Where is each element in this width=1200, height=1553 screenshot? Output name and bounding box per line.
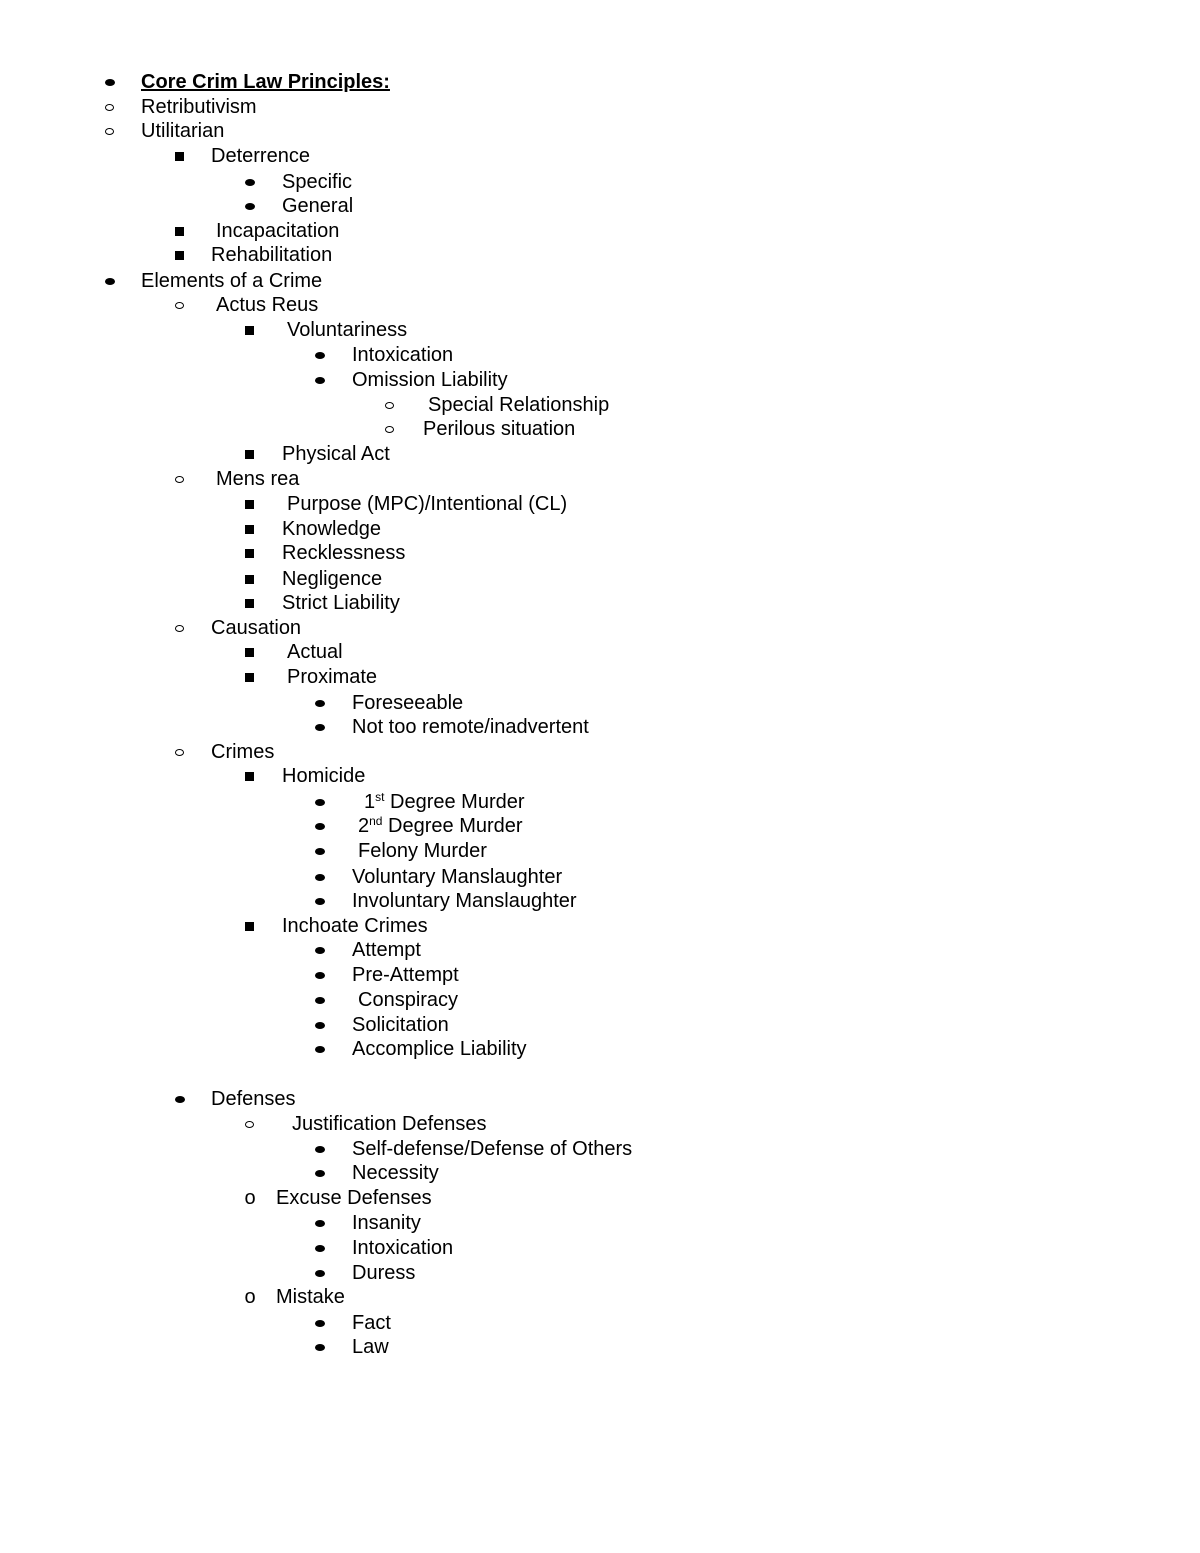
outline-item (0, 541, 1200, 566)
outline-item-text: Homicide (282, 765, 366, 787)
bullet-dot-icon (310, 1335, 330, 1360)
bullet-square-icon (240, 640, 260, 665)
outline-item-text: Not too remote/inadvertent (352, 716, 589, 738)
bullet-square-icon (240, 318, 260, 343)
bullet-dot-icon (310, 889, 330, 914)
outline-item-text: Excuse Defenses (276, 1187, 432, 1209)
bullet-square-icon (170, 243, 190, 268)
outline-item-text: Necessity (352, 1162, 439, 1184)
outline-item (0, 889, 1200, 914)
outline-item-text: Fact (352, 1312, 391, 1334)
outline-item-text: Intoxication (352, 344, 454, 366)
outline-item (0, 914, 1200, 939)
bullet-circle-icon (170, 293, 190, 318)
outline-item (0, 1236, 1200, 1261)
outline-item (0, 144, 1200, 169)
outline-item-text: Felony Murder (358, 840, 487, 862)
outline-item-text: Elements of a Crime (141, 270, 323, 292)
outline-item-text: General (282, 195, 354, 217)
outline-item (0, 1013, 1200, 1038)
bullet-circle-icon (100, 95, 120, 120)
outline-item (0, 790, 1200, 815)
outline-item (0, 467, 1200, 492)
outline-item-text: Justification Defenses (292, 1113, 487, 1135)
bullet-dot-icon (170, 1087, 190, 1112)
outline-item-text (358, 814, 523, 839)
outline-item (0, 343, 1200, 368)
outline-item-text: Proximate (287, 666, 378, 688)
outline-item-text: Voluntariness (287, 319, 408, 341)
bullet-dot-icon (240, 194, 260, 219)
bullet-square-icon (240, 442, 260, 467)
bullet-circle-icon (170, 467, 190, 492)
bullet-dot-icon (310, 839, 330, 864)
outline-item (0, 417, 1200, 442)
outline-item (0, 243, 1200, 268)
outline-item (0, 1087, 1200, 1112)
outline-item-text: Self-defense/Defense of Others (352, 1138, 633, 1160)
bullet-dot-icon (310, 715, 330, 740)
bullet-dot-icon (310, 343, 330, 368)
outline-item (0, 715, 1200, 740)
outline-item (0, 393, 1200, 418)
outline-item-text: Perilous situation (423, 418, 576, 440)
outline-item (0, 988, 1200, 1013)
bullet-dot-icon (310, 790, 330, 815)
outline-item (0, 616, 1200, 641)
outline-item (0, 764, 1200, 789)
outline-item-text: Physical Act (282, 443, 390, 465)
outline-item-label: Degree Murder (384, 791, 525, 813)
outline-item-text: Recklessness (282, 542, 406, 564)
outline-item (0, 1037, 1200, 1062)
outline-item (0, 640, 1200, 665)
outline-item (0, 269, 1200, 294)
outline-item (0, 839, 1200, 864)
outline-item (0, 1112, 1200, 1137)
bullet-square-icon (240, 492, 260, 517)
bullet-circle-icon (240, 1112, 260, 1137)
bullet-square-icon (240, 914, 260, 939)
bullet-letter-o-icon: o (244, 1286, 256, 1308)
outline-item (0, 293, 1200, 318)
bullet-dot-icon (310, 988, 330, 1013)
outline-item-text: Specific (282, 171, 353, 193)
outline-item-text: Involuntary Manslaughter (352, 890, 577, 912)
outline-item (0, 665, 1200, 690)
outline-item-text: Mistake (276, 1286, 345, 1308)
bullet-dot-icon (310, 1137, 330, 1162)
bullet-square-icon (240, 764, 260, 789)
outline-item-text: Attempt (352, 939, 421, 961)
outline-item-text: Actual (287, 641, 343, 663)
outline-item (0, 170, 1200, 195)
bullet-dot-icon (310, 938, 330, 963)
outline-item (0, 95, 1200, 120)
bullet-dot-icon (310, 865, 330, 890)
heading-text: Core Crim Law Principles: (141, 71, 390, 93)
ordinal-number: 2 (358, 815, 370, 837)
bullet-square-icon (240, 567, 260, 592)
outline-item-text: Crimes (211, 741, 275, 763)
outline-item (0, 442, 1200, 467)
outline-item-text: Retributivism (141, 96, 257, 118)
outline-item-text: Pre-Attempt (352, 964, 459, 986)
outline-item (0, 318, 1200, 343)
outline-item (0, 938, 1200, 963)
ordinal-suffix: st (375, 790, 385, 804)
bullet-square-icon (240, 517, 260, 542)
ordinal-number: 1 (364, 791, 376, 813)
outline-item-text: Law (352, 1336, 389, 1358)
outline-item-text: Strict Liability (282, 592, 400, 614)
bullet-dot-icon (100, 269, 120, 294)
bullet-dot-icon (310, 1311, 330, 1336)
ordinal-suffix: nd (369, 814, 383, 828)
bullet-square-icon (240, 541, 260, 566)
outline-item-text: Special Relationship (428, 394, 610, 416)
outline-item-text: Intoxication (352, 1237, 454, 1259)
outline-item (0, 691, 1200, 716)
outline-item (0, 119, 1200, 144)
outline-item-text: Defenses (211, 1088, 296, 1110)
bullet-square-icon (170, 144, 190, 169)
outline-item (0, 194, 1200, 219)
outline-item-text: Knowledge (282, 518, 381, 540)
outline-item-text: Omission Liability (352, 369, 508, 391)
outline-item (0, 591, 1200, 616)
bullet-dot-icon (310, 368, 330, 393)
bullet-dot-icon (100, 70, 120, 95)
bullet-dot-icon (310, 1211, 330, 1236)
outline-item-text: Rehabilitation (211, 244, 333, 266)
bullet-dot-icon (310, 691, 330, 716)
outline-item (0, 1137, 1200, 1162)
outline-item (0, 1161, 1200, 1186)
bullet-dot-icon (310, 1037, 330, 1062)
outline-item (0, 1335, 1200, 1360)
outline-item-text: Incapacitation (216, 220, 340, 242)
outline-item (0, 814, 1200, 839)
outline-item-text: Mens rea (216, 468, 300, 490)
bullet-dot-icon (310, 963, 330, 988)
bullet-circle-icon (170, 616, 190, 641)
outline-item-text: Conspiracy (358, 989, 459, 1011)
bullet-dot-icon (310, 1161, 330, 1186)
outline-item-text (364, 790, 525, 815)
outline-item (0, 567, 1200, 592)
bullet-dot-icon (240, 170, 260, 195)
bullet-dot-icon (310, 814, 330, 839)
outline-item-text: Inchoate Crimes (282, 915, 428, 937)
outline-item-text: Duress (352, 1262, 416, 1284)
bullet-letter-o-icon: o (244, 1187, 256, 1209)
outline-item (0, 70, 1200, 95)
bullet-circle-icon (380, 417, 400, 442)
outline-item-text: Utilitarian (141, 120, 225, 142)
outline-item-text: Voluntary Manslaughter (352, 866, 563, 888)
outline-item-text: Purpose (MPC)/Intentional (CL) (287, 493, 568, 515)
outline-item (0, 1311, 1200, 1336)
bullet-square-icon (170, 219, 190, 244)
bullet-circle-icon (380, 393, 400, 418)
outline-item (0, 740, 1200, 765)
outline-item (0, 368, 1200, 393)
bullet-dot-icon (310, 1261, 330, 1286)
bullet-circle-icon (100, 119, 120, 144)
outline-item (0, 517, 1200, 542)
bullet-square-icon (240, 665, 260, 690)
outline-item (0, 1261, 1200, 1286)
outline-item-text: Actus Reus (216, 294, 319, 316)
outline-item (0, 865, 1200, 890)
outline-item (0, 219, 1200, 244)
outline-item-text: Deterrence (211, 145, 310, 167)
bullet-dot-icon (310, 1236, 330, 1261)
outline-item (0, 963, 1200, 988)
bullet-circle-icon (170, 740, 190, 765)
outline-item-label: Degree Murder (382, 815, 523, 837)
outline-item (0, 492, 1200, 517)
outline-item-text: Negligence (282, 568, 383, 590)
outline-item-text: Insanity (352, 1212, 421, 1234)
outline-item-text: Accomplice Liability (352, 1038, 527, 1060)
bullet-square-icon (240, 591, 260, 616)
outline-item-text: Causation (211, 617, 302, 639)
outline-item (0, 1285, 1200, 1310)
bullet-dot-icon (310, 1013, 330, 1038)
outline-item-text: Solicitation (352, 1014, 449, 1036)
outline-item-text: Foreseeable (352, 692, 464, 714)
outline-item (0, 1186, 1200, 1211)
outline-item (0, 1211, 1200, 1236)
